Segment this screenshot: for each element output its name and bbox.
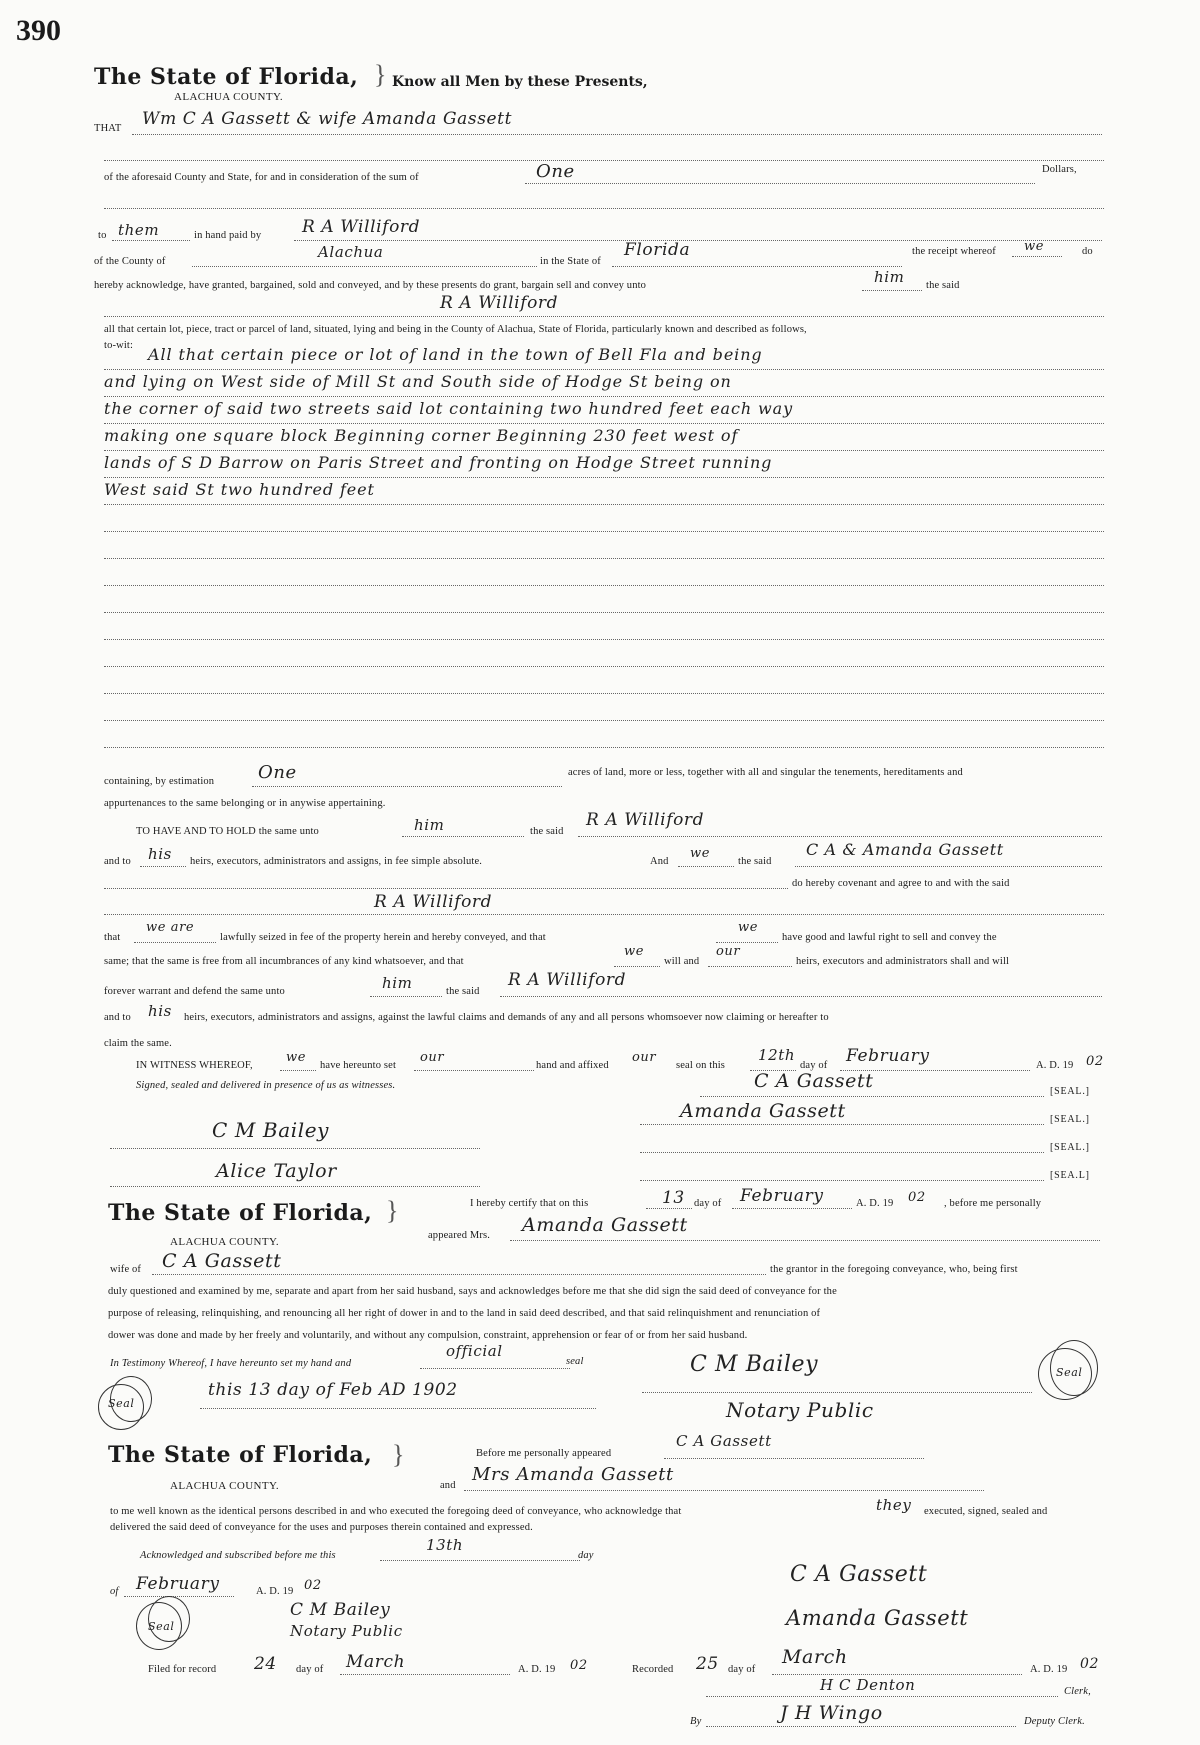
to-handwritten: them: [118, 221, 160, 239]
day-handwritten: 12th: [758, 1046, 796, 1064]
brace-mark: }: [374, 60, 387, 89]
ruled-line: [104, 612, 1104, 613]
dotted-line: [124, 1596, 234, 1597]
and-to-label: and to: [104, 856, 131, 867]
dotted-line: [112, 240, 190, 241]
dotted-line: [646, 1208, 692, 1209]
appurtenances-text: appurtenances to the same belonging or in anywise appertaining.: [104, 798, 386, 809]
ad-label: A. D. 19: [1036, 1060, 1074, 1071]
recorded-month-handwritten: March: [782, 1646, 848, 1668]
ruled-line: [104, 639, 1104, 640]
to-label: to: [98, 230, 107, 241]
brace-mark: }: [392, 1440, 405, 1469]
notary-seal-mark: [148, 1596, 190, 1642]
cert1-seal-text: Seal: [108, 1397, 135, 1410]
that-label: THAT: [94, 123, 122, 134]
same-text: same; that the same is free from all incumbrances of any kind whatsoever, and that: [104, 956, 464, 967]
witness-signature: Alice Taylor: [216, 1160, 337, 1182]
cert1-ad-label: A. D. 19: [856, 1198, 894, 1209]
dotted-line: [578, 836, 1102, 837]
county-handwritten: Alachua: [318, 243, 384, 261]
dotted-line: [380, 1560, 580, 1561]
right-text: have good and lawful right to sell and convey the: [782, 932, 997, 943]
cert2-body-line-end: executed, signed, sealed and: [924, 1506, 1048, 1517]
forever-said-label: the said: [446, 986, 480, 997]
seal-on-label: seal on this: [676, 1060, 726, 1071]
recorded-ad-label: A. D. 19: [1030, 1664, 1068, 1675]
the-said-label: the said: [926, 280, 960, 291]
filed-day-handwritten: 24: [254, 1654, 277, 1674]
ruled-line: [104, 160, 1104, 161]
our-handwritten-2: our: [420, 1050, 445, 1065]
dotted-line: [772, 1674, 1022, 1675]
witness-we-handwritten: we: [286, 1050, 307, 1065]
seal-label: [SEAL.]: [1050, 1086, 1090, 1097]
dotted-line: [500, 996, 1102, 997]
cert1-state-heading: The State of Florida,: [108, 1200, 373, 1226]
by-label: By: [690, 1716, 702, 1727]
cert1-body-line: duly questioned and examined by me, separate and apart from her said husband, says and acknowledges before me that she did sign the said deed of conveyance for the: [108, 1286, 837, 1297]
his-handwritten: his: [148, 845, 172, 863]
description-line: and lying on West side of Mill St and South side of Hodge St being on: [104, 372, 732, 391]
heirs-shall-text: heirs, executors and administrators shall and will: [796, 956, 1010, 967]
cert1-year-handwritten: 02: [908, 1190, 926, 1205]
and-label: And: [650, 856, 669, 867]
dotted-line: [732, 1208, 852, 1209]
dotted-line: [708, 966, 792, 967]
cert1-body-line: dower was done and made by her freely and voluntarily, and without any compulsion, constraint, apprehension or fear of or from her said husband.: [108, 1330, 748, 1341]
cert2-day-handwritten: 13th: [426, 1536, 464, 1554]
dotted-line: [716, 942, 778, 943]
recorded-day-handwritten: 25: [696, 1654, 719, 1674]
filed-month-handwritten: March: [346, 1652, 406, 1672]
dotted-line: [862, 290, 922, 291]
we-handwritten: we: [690, 846, 711, 861]
cert2-notary-signature: C M Bailey: [290, 1600, 391, 1620]
dollars-label: Dollars,: [1042, 164, 1077, 175]
cert1-testimony-label: In Testimony Whereof, I have hereunto set my hand and: [110, 1358, 352, 1369]
cert2-day-label: day: [578, 1550, 594, 1561]
acres-text: acres of land, more or less, together with all and singular the tenements, hereditaments and: [568, 767, 963, 778]
state-handwritten: Florida: [624, 240, 691, 260]
deed-preamble: Know all Men by these Presents,: [392, 74, 648, 90]
ruled-line: [104, 914, 1104, 915]
witness-label: IN WITNESS WHEREOF,: [136, 1060, 253, 1071]
cert1-day-handwritten: 13: [662, 1188, 685, 1208]
grantor-signature: Amanda Gassett: [680, 1100, 846, 1122]
covenant-grantors-handwritten: C A & Amanda Gassett: [806, 840, 1004, 859]
dotted-line: [642, 1392, 1032, 1393]
dotted-line: [464, 1490, 984, 1491]
cert2-county-heading: ALACHUA COUNTY.: [170, 1480, 280, 1492]
we-are-handwritten: we are: [146, 920, 195, 935]
forever-grantee-handwritten: R A Williford: [508, 970, 627, 990]
dotted-line: [192, 266, 537, 267]
cert2-acknowledged-label: Acknowledged and subscribed before me this: [140, 1550, 336, 1561]
recorded-day-of-label: day of: [728, 1664, 756, 1675]
paid-by-handwritten: R A Williford: [302, 217, 421, 237]
consideration-text: of the aforesaid County and State, for and in consideration of the sum of: [104, 172, 419, 183]
deputy-label: Deputy Clerk.: [1024, 1716, 1085, 1727]
cert2-seal-text: Seal: [148, 1620, 175, 1633]
grantor-signature: C A Gassett: [754, 1070, 874, 1092]
dotted-line: [370, 996, 442, 997]
dotted-line: [525, 183, 1035, 184]
dotted-line: [700, 1096, 1044, 1097]
dotted-line: [640, 1152, 1044, 1153]
signed-label: Signed, sealed and delivered in presence of us as witnesses.: [136, 1080, 396, 1091]
ruled-line: [104, 747, 1104, 748]
his-handwritten-2: his: [148, 1002, 172, 1020]
dotted-line: [402, 836, 524, 837]
and-to-label-2: and to: [104, 1012, 131, 1023]
heirs-text: heirs, executors, administrators and assigns, in fee simple absolute.: [190, 856, 483, 867]
dotted-line: [294, 240, 1102, 241]
dotted-line: [678, 866, 734, 867]
of-county-label: of the County of: [94, 256, 166, 267]
cert1-date-handwritten: this 13 day of Feb AD 1902: [208, 1380, 458, 1400]
dotted-line: [664, 1458, 924, 1459]
deed-county-heading: ALACHUA COUNTY.: [174, 91, 284, 103]
description-line: the corner of said two streets said lot containing two hundred feet each way: [104, 399, 794, 418]
dotted-line: [140, 866, 186, 867]
cert1-husband-handwritten: C A Gassett: [162, 1250, 282, 1272]
dotted-line: [340, 1674, 510, 1675]
deputy-signature: J H Wingo: [780, 1702, 883, 1724]
month-handwritten: February: [846, 1046, 930, 1066]
ruled-line: [104, 504, 1104, 505]
ruled-line: [104, 558, 1104, 559]
cert2-of-label: of: [110, 1586, 119, 1597]
habendum-said-label: the said: [530, 826, 564, 837]
cert1-before-me-label: , before me personally: [944, 1198, 1042, 1209]
the-said-label-2: the said: [738, 856, 772, 867]
habendum-grantee-handwritten: R A Williford: [586, 810, 705, 830]
hand-affixed-label: hand and affixed: [536, 1060, 609, 1071]
day-of-label: day of: [800, 1060, 828, 1071]
paid-by-label: in hand paid by: [194, 230, 262, 241]
cert2-ad-label: A. D. 19: [256, 1586, 294, 1597]
receipt-handwritten: we: [1024, 239, 1045, 254]
filed-ad-label: A. D. 19: [518, 1664, 556, 1675]
grantors-handwritten: Wm C A Gassett & wife Amanda Gassett: [142, 109, 513, 129]
that-label-2: that: [104, 932, 121, 943]
claim-same-text: claim the same.: [104, 1038, 172, 1049]
recorded-label: Recorded: [632, 1664, 674, 1675]
deed-state-heading: The State of Florida,: [94, 64, 359, 90]
cert1-certify-label: I hereby certify that on this: [470, 1198, 589, 1209]
ruled-line: [104, 396, 1104, 397]
we-handwritten-2: we: [738, 920, 759, 935]
cert2-grantor-signature: C A Gassett: [790, 1562, 928, 1587]
covenant-grantee-handwritten: R A Williford: [374, 892, 493, 912]
dotted-line: [104, 888, 788, 889]
cert2-month-handwritten: February: [136, 1574, 220, 1594]
cert1-month-handwritten: February: [740, 1186, 824, 1206]
dotted-line: [414, 1070, 534, 1071]
description-line: lands of S D Barrow on Paris Street and fronting on Hodge Street running: [104, 453, 773, 472]
cert1-day-of-label: day of: [694, 1198, 722, 1209]
cert1-official-handwritten: official: [446, 1342, 503, 1360]
ruled-line: [104, 666, 1104, 667]
receipt-label: the receipt whereof: [912, 246, 996, 257]
cert2-person2-handwritten: Mrs Amanda Gassett: [472, 1464, 674, 1485]
habendum-label: TO HAVE AND TO HOLD the same unto: [136, 826, 319, 837]
forever-handwritten: him: [382, 974, 413, 992]
year-handwritten: 02: [1086, 1054, 1104, 1069]
ruled-line: [104, 316, 1104, 317]
cert1-notary-title: Notary Public: [726, 1398, 874, 1422]
recorded-year-handwritten: 02: [1080, 1656, 1100, 1672]
cert2-and-label: and: [440, 1480, 456, 1491]
ruled-line: [104, 531, 1104, 532]
ruled-line: [104, 477, 1104, 478]
cert1-notary-signature: C M Bailey: [690, 1352, 819, 1377]
cert2-before-label: Before me personally appeared: [476, 1448, 612, 1459]
our-handwritten: our: [716, 944, 741, 959]
cert2-year-handwritten: 02: [304, 1578, 322, 1593]
description-line: All that certain piece or lot of land in the town of Bell Fla and being: [148, 345, 763, 364]
dotted-line: [152, 1274, 766, 1275]
lot-description-text: all that certain lot, piece, tract or parcel of land, situated, lying and being in the County of Alachua, State of Florida, particularly known and described as follows,: [104, 324, 807, 335]
seal-label: [SEA.L]: [1050, 1170, 1090, 1181]
description-line: West said St two hundred feet: [104, 480, 375, 499]
forever-text: forever warrant and defend the same unto: [104, 986, 285, 997]
acres-handwritten: One: [258, 762, 297, 783]
cert1-appeared-handwritten: Amanda Gassett: [522, 1214, 688, 1236]
dotted-line: [132, 134, 1102, 135]
dotted-line: [706, 1726, 1016, 1727]
seal-label: [SEAL.]: [1050, 1114, 1090, 1125]
page-number: 390: [16, 14, 61, 47]
description-line: making one square block Beginning corner Beginning 230 feet west of: [104, 426, 739, 445]
covenant-text: do hereby covenant and agree to and with the said: [792, 878, 1010, 889]
ruled-line: [104, 693, 1104, 694]
brace-mark: }: [386, 1196, 399, 1225]
dotted-line: [134, 942, 216, 943]
cert1-grantor-text: the grantor in the foregoing conveyance, who, being first: [770, 1264, 1018, 1275]
sum-handwritten: One: [536, 161, 575, 182]
clerk-label: Clerk,: [1064, 1686, 1091, 1697]
filed-day-of-label: day of: [296, 1664, 324, 1675]
dotted-line: [795, 866, 1102, 867]
dotted-line: [706, 1696, 1058, 1697]
ruled-line: [104, 585, 1104, 586]
witness-signature: C M Bailey: [212, 1118, 330, 1142]
ruled-line: [104, 369, 1104, 370]
claims-text: heirs, executors, administrators and assigns, against the lawful claims and demands of any and all persons whomsoever now claiming or hereafter to: [184, 1012, 829, 1023]
convey-unto-handwritten: him: [874, 268, 905, 286]
cert1-seal-text-2: Seal: [1056, 1366, 1083, 1379]
ruled-line: [104, 720, 1104, 721]
dotted-line: [640, 1180, 1044, 1181]
cert2-state-heading: The State of Florida,: [108, 1442, 373, 1468]
cert1-wife-of-label: wife of: [110, 1264, 142, 1275]
dotted-line: [280, 1070, 316, 1071]
dotted-line: [110, 1186, 480, 1187]
habendum-handwritten: him: [414, 816, 445, 834]
ruled-line: [104, 450, 1104, 451]
dotted-line: [614, 966, 660, 967]
cert1-appeared-label: appeared Mrs.: [428, 1230, 491, 1241]
dotted-line: [510, 1240, 1100, 1241]
seal-label: [SEAL.]: [1050, 1142, 1090, 1153]
dotted-line: [612, 266, 902, 267]
dotted-line: [110, 1148, 480, 1149]
dotted-line: [200, 1408, 596, 1409]
acknowledge-text: hereby acknowledge, have granted, bargained, sold and conveyed, and by these presents do grant, bargain sell and convey unto: [94, 280, 647, 291]
to-wit-label: to-wit:: [104, 340, 134, 351]
cert2-person1-handwritten: C A Gassett: [676, 1432, 772, 1450]
in-state-label: in the State of: [540, 256, 601, 267]
cert2-body-line: delivered the said deed of conveyance for the uses and purposes therein contained and expressed.: [110, 1522, 533, 1533]
do-label: do: [1082, 246, 1093, 257]
filed-year-handwritten: 02: [570, 1658, 588, 1673]
seized-text: lawfully seized in fee of the property herein and hereby conveyed, and that: [220, 932, 546, 943]
filed-label: Filed for record: [148, 1664, 217, 1675]
dotted-line: [420, 1368, 570, 1369]
cert2-body-line: to me well known as the identical persons described in and who executed the foregoing deed of conveyance, who acknowledge that: [110, 1506, 682, 1517]
cert1-county-heading: ALACHUA COUNTY.: [170, 1236, 280, 1248]
cert1-seal-label: seal: [566, 1356, 584, 1367]
ruled-line: [104, 423, 1104, 424]
have-set-label: have hereunto set: [320, 1060, 397, 1071]
will-and-label: will and: [664, 956, 700, 967]
dotted-line: [252, 786, 562, 787]
our-handwritten-3: our: [632, 1050, 657, 1065]
grantee-handwritten: R A Williford: [440, 293, 559, 313]
clerk-signature: H C Denton: [820, 1676, 916, 1694]
containing-label: containing, by estimation: [104, 776, 215, 787]
dotted-line: [1012, 256, 1062, 257]
cert2-grantor-signature: Amanda Gassett: [786, 1606, 969, 1630]
we-handwritten-3: we: [624, 944, 645, 959]
cert2-they-handwritten: they: [876, 1496, 912, 1514]
cert2-notary-title: Notary Public: [290, 1622, 403, 1640]
cert1-body-line: purpose of releasing, relinquishing, and renouncing all her right of dower in and to the land in said deed described, and that said relinquishment and renunciation of: [108, 1308, 821, 1319]
dotted-line: [640, 1124, 1044, 1125]
ruled-line: [104, 208, 1104, 209]
